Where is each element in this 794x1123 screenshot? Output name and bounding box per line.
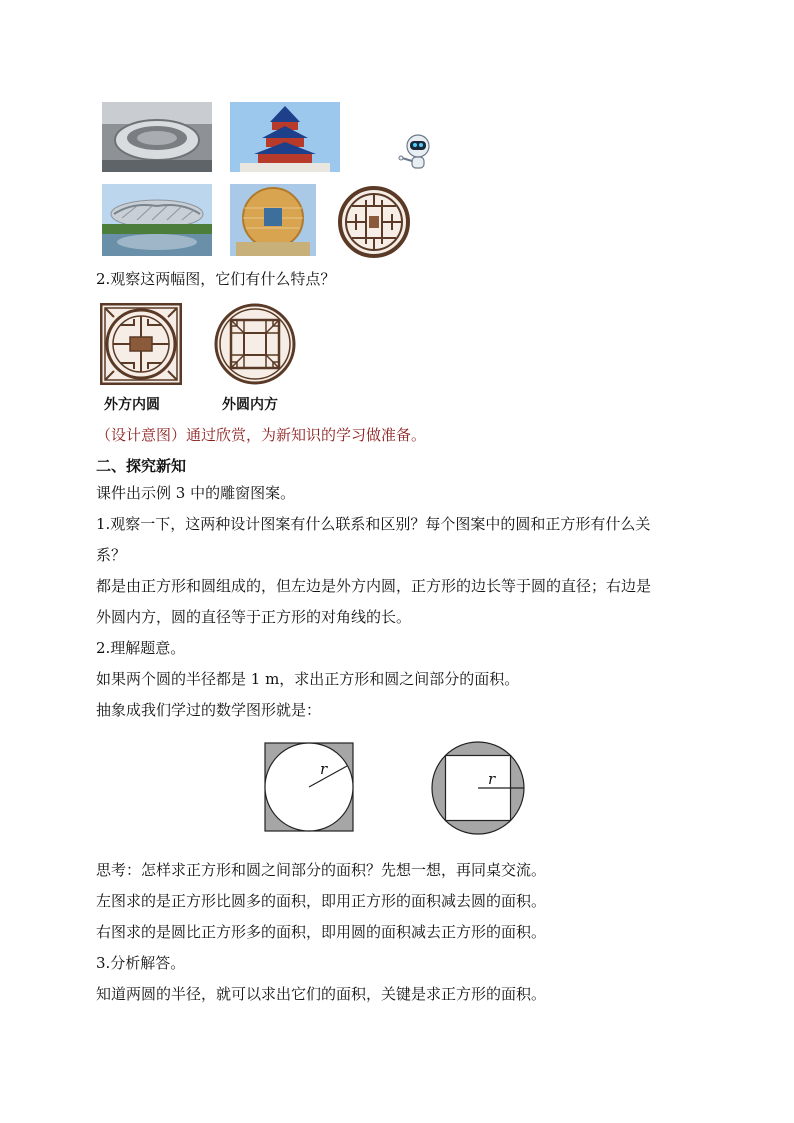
text-line: 知道两圆的半径，就可以求出它们的面积，关键是求正方形的面积。 — [96, 985, 547, 1003]
text-line: 2.理解题意。 — [96, 639, 186, 657]
design-intent: （设计意图）通过欣赏，为新知识的学习做准备。 — [96, 426, 427, 444]
caption-circle-outside: 外圆内方 — [222, 397, 278, 413]
ring-stadium-photo — [102, 102, 212, 172]
text-line: 左图求的是正方形比圆多的面积，即用正方形的面积减去圆的面积。 — [96, 892, 547, 910]
temple-of-heaven-photo — [230, 102, 340, 172]
text-line: 外圆内方，圆的直径等于正方形的对角线的长。 — [96, 608, 412, 626]
round-lattice-window — [338, 186, 410, 258]
left-radius-label: r — [320, 760, 328, 778]
circle-with-inscribed-square-figure — [430, 740, 526, 836]
text-line: 右图求的是圆比正方形多的面积，即用圆的面积减去正方形的面积。 — [96, 923, 547, 941]
text-line: 系？ — [96, 546, 127, 564]
text-line: 都是由正方形和圆组成的，但左边是外方内圆，正方形的边长等于圆的直径；右边是 — [96, 577, 652, 595]
square-outer-circle-inner-window — [100, 303, 182, 385]
text-line: 1.观察一下，这两种设计图案有什么联系和区别？每个图案中的圆和正方形有什么关 — [96, 515, 651, 533]
text-line: 抽象成我们学过的数学图形就是： — [96, 701, 322, 719]
square-with-inscribed-circle-figure — [264, 742, 354, 832]
section-title: 二、探究新知 — [96, 457, 187, 475]
text-line: 思考：怎样求正方形和圆之间部分的面积？先想一想，再同桌交流。 — [96, 861, 547, 879]
text-line: 课件出示例 3 中的雕窗图案。 — [96, 484, 296, 502]
round-building-photo — [230, 184, 316, 256]
question-2: 2.观察这两幅图，它们有什么特点？ — [96, 270, 336, 288]
caption-square-outside: 外方内圆 — [104, 397, 160, 413]
right-radius-label: r — [488, 770, 496, 788]
text-line: 如果两个圆的半径都是 1 m，求出正方形和圆之间部分的面积。 — [96, 670, 520, 688]
circle-outer-square-inner-window — [214, 303, 296, 385]
text-line: 3.分析解答。 — [96, 954, 186, 972]
birds-nest-stadium-photo — [102, 184, 212, 256]
robot-mascot — [396, 132, 436, 172]
